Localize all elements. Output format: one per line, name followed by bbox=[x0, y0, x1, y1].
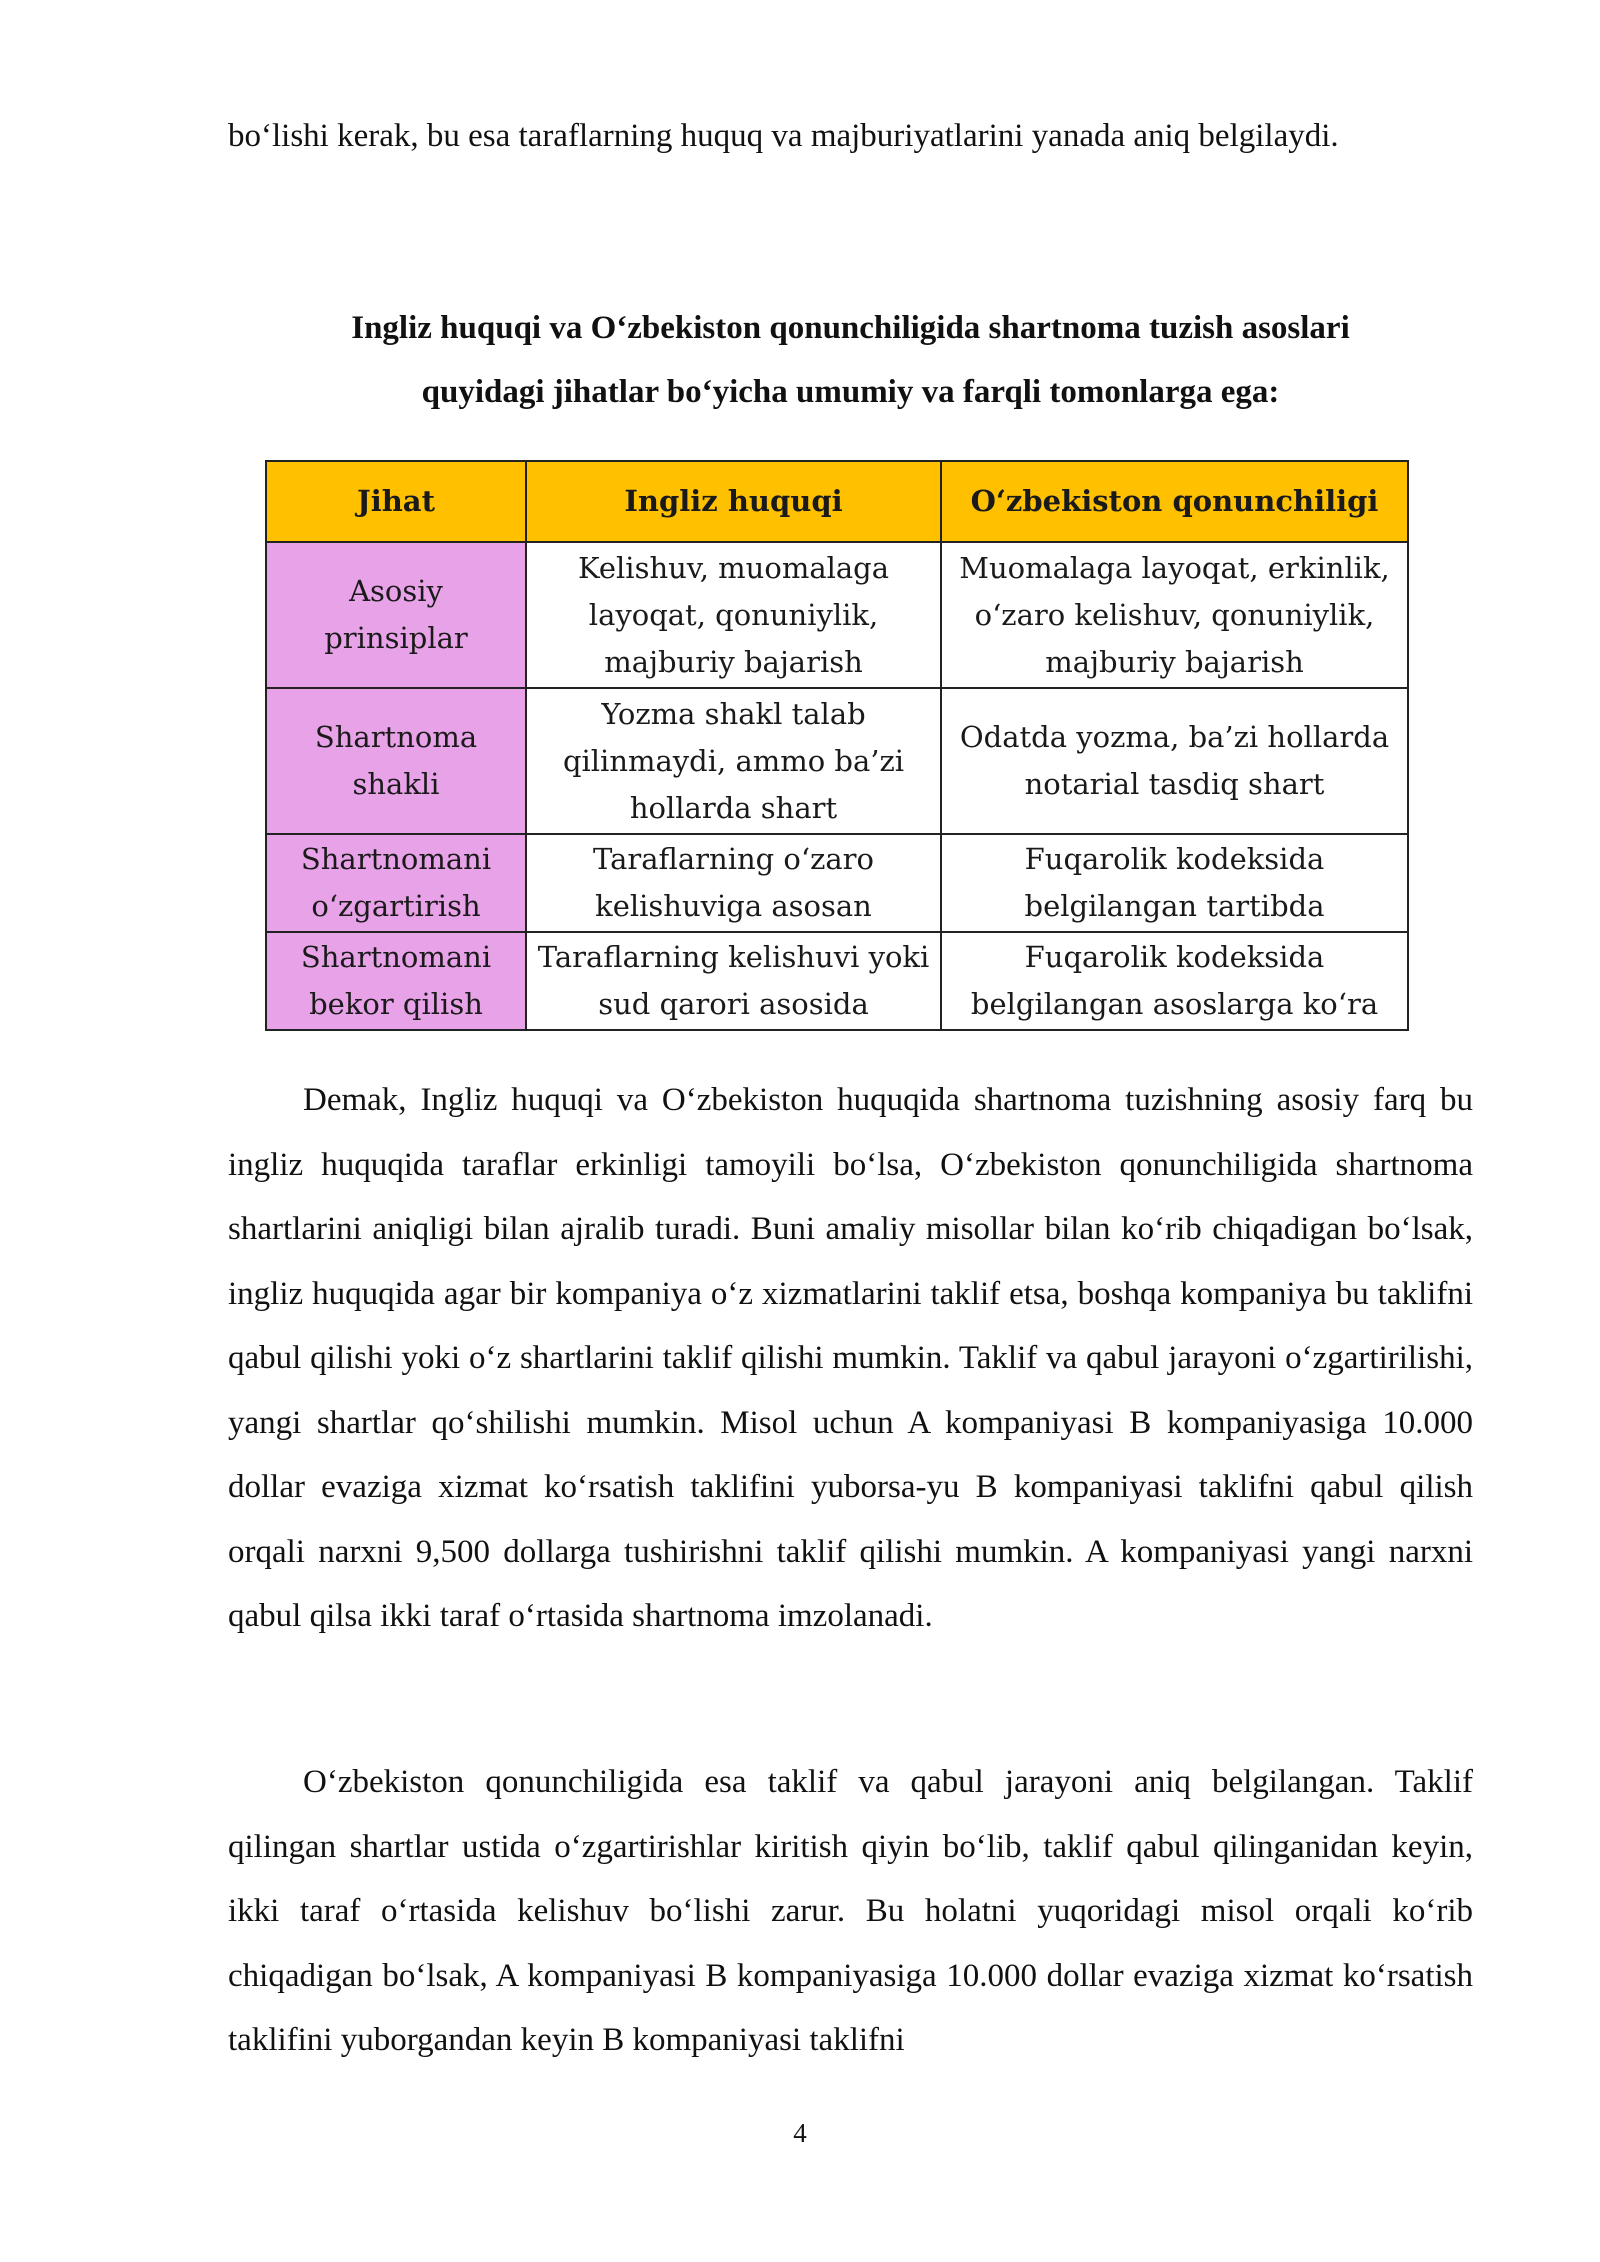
row-uzbek: Muomalaga layoqat, erkinlik, o‘zaro kelishuv, qonuniylik, majburiy bajarish bbox=[941, 542, 1408, 688]
table-header-row bbox=[266, 461, 1408, 542]
row-english: Yozma shakl talab qilinmaydi, ammo ba’zi hollarda shart bbox=[526, 688, 941, 834]
row-uzbek: Fuqarolik kodeksida belgilangan tartibda bbox=[941, 834, 1408, 932]
header-aspect: Jihat bbox=[266, 461, 526, 542]
row-english: Taraflarning o‘zaro kelishuviga asosan bbox=[526, 834, 941, 932]
row-english: Taraflarning kelishuvi yoki sud qarori asosida bbox=[526, 932, 941, 1030]
row-uzbek: Odatda yozma, ba’zi hollarda notarial tasdiq shart bbox=[941, 688, 1408, 834]
row-aspect: Shartnomani o‘zgartirish bbox=[266, 834, 526, 932]
paragraph-2: O‘zbekiston qonunchiligida esa taklif va qabul jarayoni aniq belgilangan. Taklif qilingan shartlar ustida o‘zgartirishlar kiritish qiyin bo‘lib, taklif qabul qilinganidan keyin, ikki taraf o‘rtasida kelishuv bo‘lishi zarur. Bu holatni yuqoridagi misol orqali ko‘rib chiqadigan bo‘lsak, A kompaniyasi B kompaniyasiga 10.000 dollar evaziga xizmat ko‘rsatish taklifini yuborgandan keyin B kompaniyasi taklifni bbox=[228, 1764, 1473, 2058]
comparison-table bbox=[265, 460, 1409, 1031]
table-row bbox=[266, 688, 1408, 834]
header-english-law: Ingliz huquqi bbox=[526, 461, 941, 542]
row-aspect: Shartnoma shakli bbox=[266, 688, 526, 834]
heading-line-2: quyidagi jihatlar bo‘yicha umumiy va farqli tomonlarga ega: bbox=[421, 374, 1280, 410]
paragraph-continued: bo‘lishi kerak, bu esa taraflarning huquq va majburiyatlarini yanada aniq belgilaydi. bbox=[228, 118, 1339, 154]
header-uzbek-law: O‘zbekiston qonunchiligi bbox=[941, 461, 1408, 542]
paragraph-1: Demak, Ingliz huquqi va O‘zbekiston huquqida shartnoma tuzishning asosiy farq bu ingliz huquqida taraflar erkinligi tamoyili bo‘lsa, O‘zbekiston qonunchiligida shartnoma shartlarini aniqligi bilan ajralib turadi. Buni amaliy misollar bilan ko‘rib chiqadigan bo‘lsak, ingliz huquqida agar bir kompaniya o‘z xizmatlarini taklif etsa, boshqa kompaniya bu taklifni qabul qilishi yoki o‘z shartlarini taklif qilishi mumkin. Taklif va qabul jarayoni o‘zgartirilishi, yangi shartlar qo‘shilishi mumkin. Misol uchun A kompaniyasi B kompaniyasiga 10.000 dollar evaziga xizmat ko‘rsatish taklifini yuborsa-yu B kompaniyasi taklifni qabul qilish orqali narxni 9,500 dollarga tushirishni taklif qilishi mumkin. A kompaniyasi yangi narxni qabul qilsa ikki taraf o‘rtasida shartnoma imzolanadi. bbox=[228, 1082, 1473, 1634]
table-row bbox=[266, 932, 1408, 1030]
row-uzbek: Fuqarolik kodeksida belgilangan asoslarga ko‘ra bbox=[941, 932, 1408, 1030]
page-number: 4 bbox=[793, 2118, 807, 2148]
table-row bbox=[266, 542, 1408, 688]
row-aspect: Asosiy prinsiplar bbox=[266, 542, 526, 688]
row-english: Kelishuv, muomalaga layoqat, qonuniylik, majburiy bajarish bbox=[526, 542, 941, 688]
row-aspect: Shartnomani bekor qilish bbox=[266, 932, 526, 1030]
heading-line-1: Ingliz huquqi va O‘zbekiston qonunchiligida shartnoma tuzish asoslari bbox=[351, 310, 1350, 346]
table-heading bbox=[228, 296, 1473, 424]
comparison-table-wrapper bbox=[265, 460, 1407, 1027]
table-row bbox=[266, 834, 1408, 932]
